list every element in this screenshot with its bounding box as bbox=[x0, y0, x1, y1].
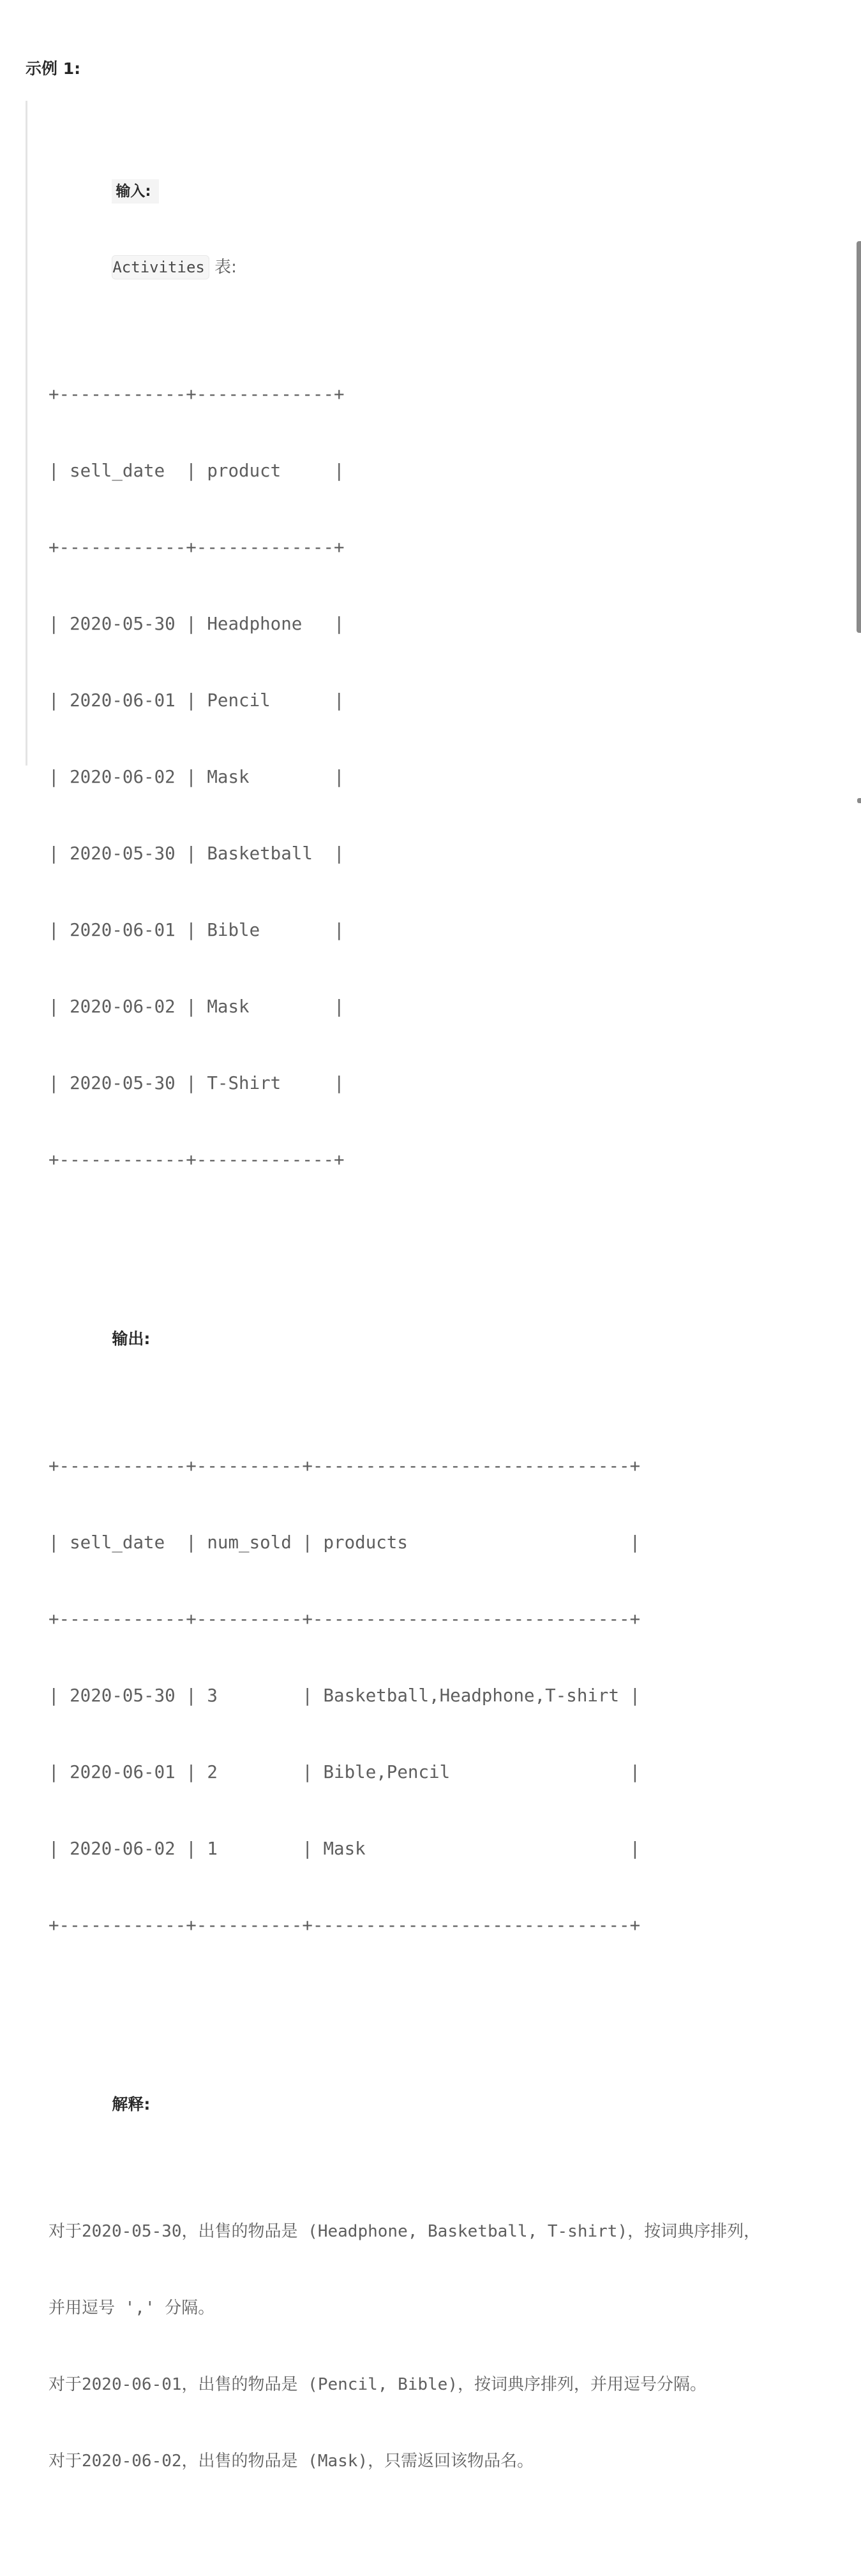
table-suffix: 表: bbox=[209, 258, 237, 277]
table-line: | 2020-06-01 | Bible | bbox=[49, 920, 345, 940]
vertical-scrollbar[interactable] bbox=[857, 241, 861, 633]
scroll-corner bbox=[857, 798, 861, 803]
table-line: | 2020-05-30 | Headphone | bbox=[49, 614, 345, 634]
table-line: +------------+----------+------------------------------+ bbox=[49, 1456, 641, 1476]
table-line: +------------+-------------+ bbox=[49, 384, 345, 404]
table-line: +------------+----------+------------------------------+ bbox=[49, 1609, 641, 1629]
output-label: 输出: bbox=[112, 1329, 151, 1348]
table-line: | 2020-05-30 | T-Shirt | bbox=[49, 1073, 345, 1093]
example-block bbox=[26, 101, 819, 2471]
table-line: | 2020-06-02 | Mask | bbox=[49, 767, 345, 787]
output-table bbox=[49, 1402, 760, 1989]
explanation-text bbox=[49, 2168, 760, 2525]
explanation-label: 解释: bbox=[112, 2095, 151, 2113]
table-line: | 2020-06-01 | 2 | Bible,Pencil | bbox=[49, 1762, 641, 1782]
table-line: | 2020-06-02 | Mask | bbox=[49, 996, 345, 1017]
table-line: | 2020-06-02 | 1 | Mask | bbox=[49, 1839, 641, 1859]
example-content bbox=[49, 101, 760, 2576]
example-title: 示例 1: bbox=[26, 59, 81, 78]
table-line: +------------+-------------+ bbox=[49, 537, 345, 558]
table-line: +------------+-------------+ bbox=[49, 1150, 345, 1170]
explanation-line: 对于2020-05-30，出售的物品是 (Headphone, Basketball, T-shirt)，按词典序排列， bbox=[49, 2222, 761, 2241]
table-line: | sell_date | product | bbox=[49, 461, 345, 481]
table-line: | sell_date | num_sold | products | bbox=[49, 1532, 641, 1553]
table-line: | 2020-05-30 | 3 | Basketball,Headphone,T-shirt | bbox=[49, 1685, 641, 1706]
explanation-line: 并用逗号 ',' 分隔。 bbox=[49, 2298, 215, 2318]
table-line: +------------+----------+------------------------------+ bbox=[49, 1915, 641, 1936]
table-line: | 2020-06-01 | Pencil | bbox=[49, 690, 345, 711]
explanation-line: 对于2020-06-01，出售的物品是 (Pencil, Bible)，按词典序排列，并用逗号分隔。 bbox=[49, 2375, 707, 2394]
explanation-line: 对于2020-06-02，出售的物品是 (Mask)，只需返回该物品名。 bbox=[49, 2452, 534, 2471]
table-name-code: Activities bbox=[112, 255, 209, 279]
table-line: | 2020-05-30 | Basketball | bbox=[49, 843, 345, 864]
input-table bbox=[49, 330, 760, 1224]
input-label: 输入: bbox=[112, 179, 158, 204]
